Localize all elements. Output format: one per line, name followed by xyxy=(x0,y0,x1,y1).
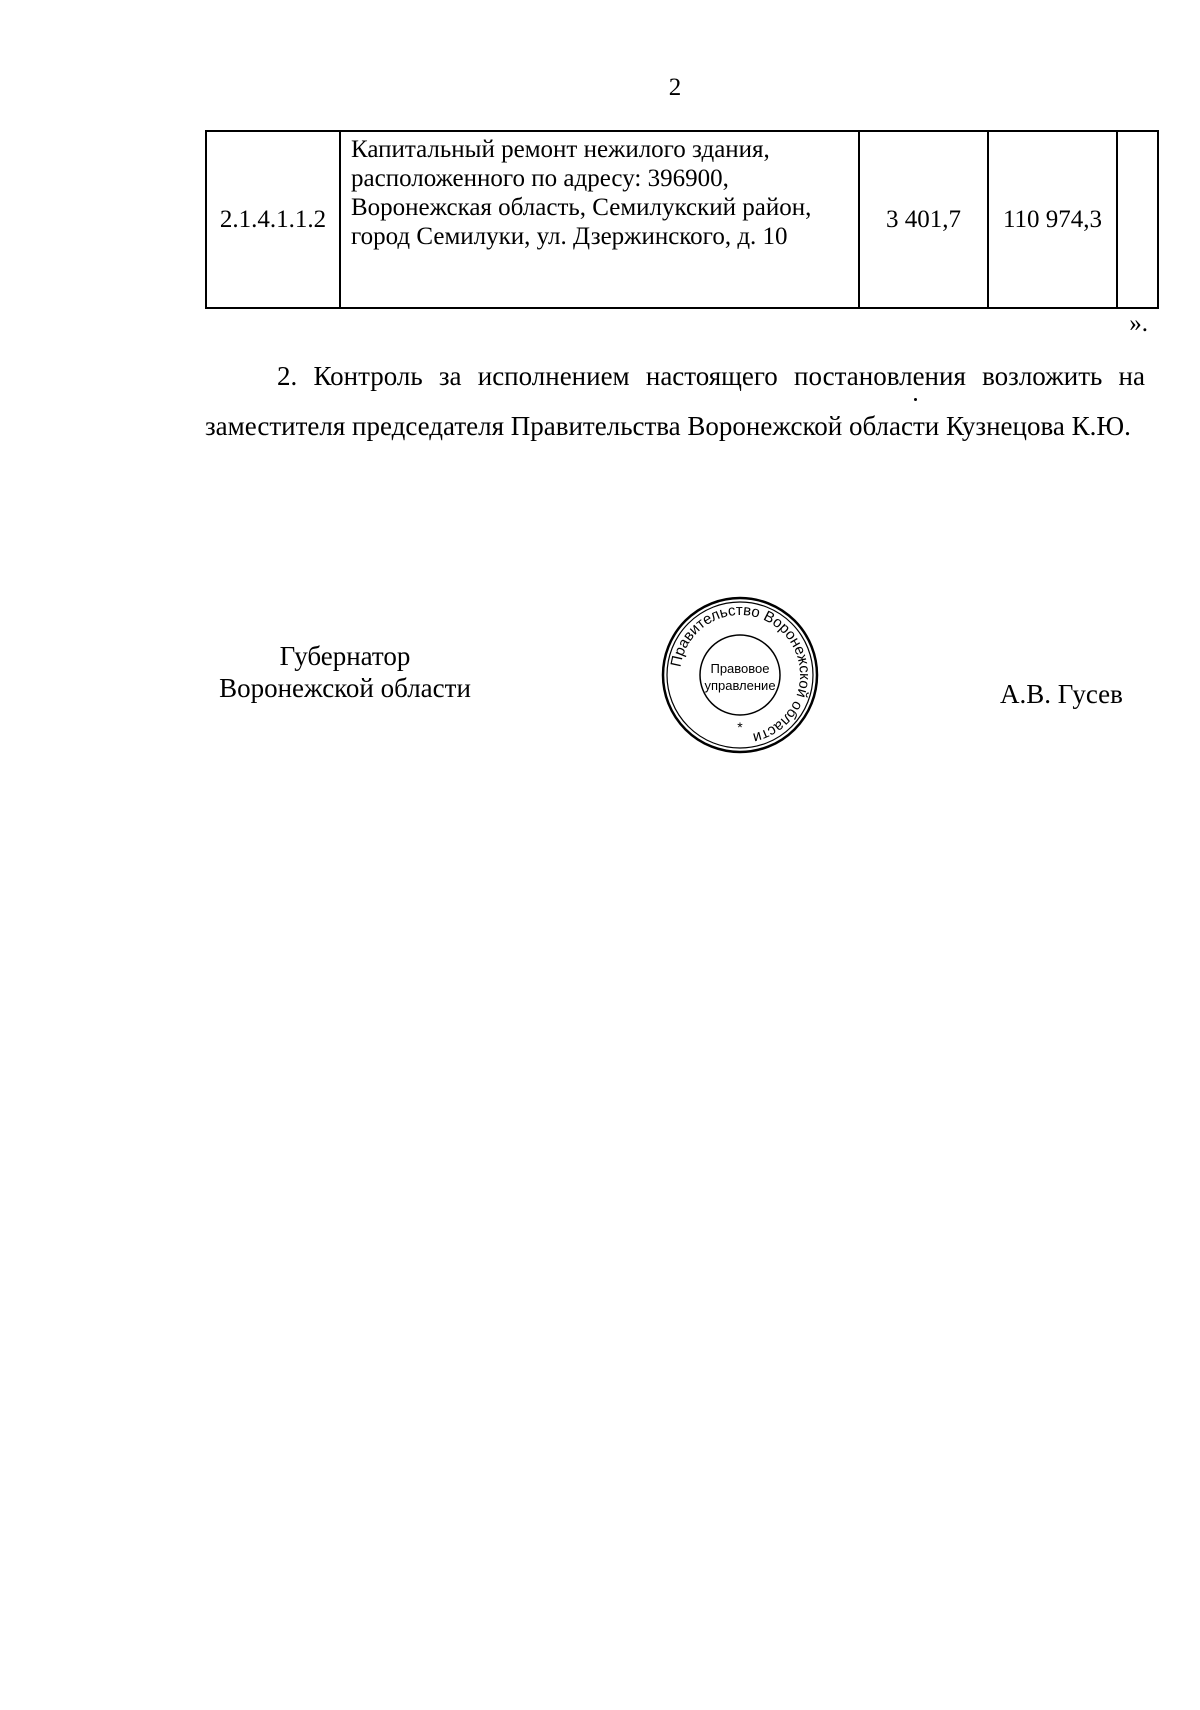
stamp-star: * xyxy=(737,719,743,735)
stamp-center-line1: Правовое xyxy=(710,661,770,676)
closing-quote: ». xyxy=(1129,310,1148,337)
table-row xyxy=(206,131,1158,308)
description-line: Капитальный ремонт нежилого здания, xyxy=(351,136,770,163)
official-stamp xyxy=(660,595,820,755)
signatory-title xyxy=(200,640,490,704)
table-cell-description xyxy=(340,131,859,308)
signatory-title-line1: Губернатор xyxy=(279,641,411,671)
page-number: 2 xyxy=(668,74,682,101)
table-cell-empty xyxy=(1117,131,1158,308)
body-paragraph: 2. Контроль за исполнением настоящего постановления возложить на заместителя председателя Правительства Воронежской области Кузнецова К.Ю. xyxy=(205,361,1145,441)
table-cell-value2: 110 974,3 xyxy=(988,131,1117,308)
description-line: город Семилуки, ул. Дзержинского, д. 10 xyxy=(351,223,788,250)
table-cell-value1: 3 401,7 xyxy=(859,131,988,308)
signatory-title-line2: Воронежской области xyxy=(219,673,471,703)
data-table xyxy=(205,130,1159,309)
stamp-ring-textpath: Правительство Воронежской области xyxy=(667,601,814,747)
description-line: Воронежская область, Семилукский район, xyxy=(351,194,812,221)
description-line: расположенного по адресу: 396900, xyxy=(351,165,729,192)
stamp-center-line2: управление xyxy=(704,678,776,693)
table-cell-code: 2.1.4.1.1.2 xyxy=(206,131,340,308)
signatory-name: А.В. Гусев xyxy=(1000,679,1123,709)
